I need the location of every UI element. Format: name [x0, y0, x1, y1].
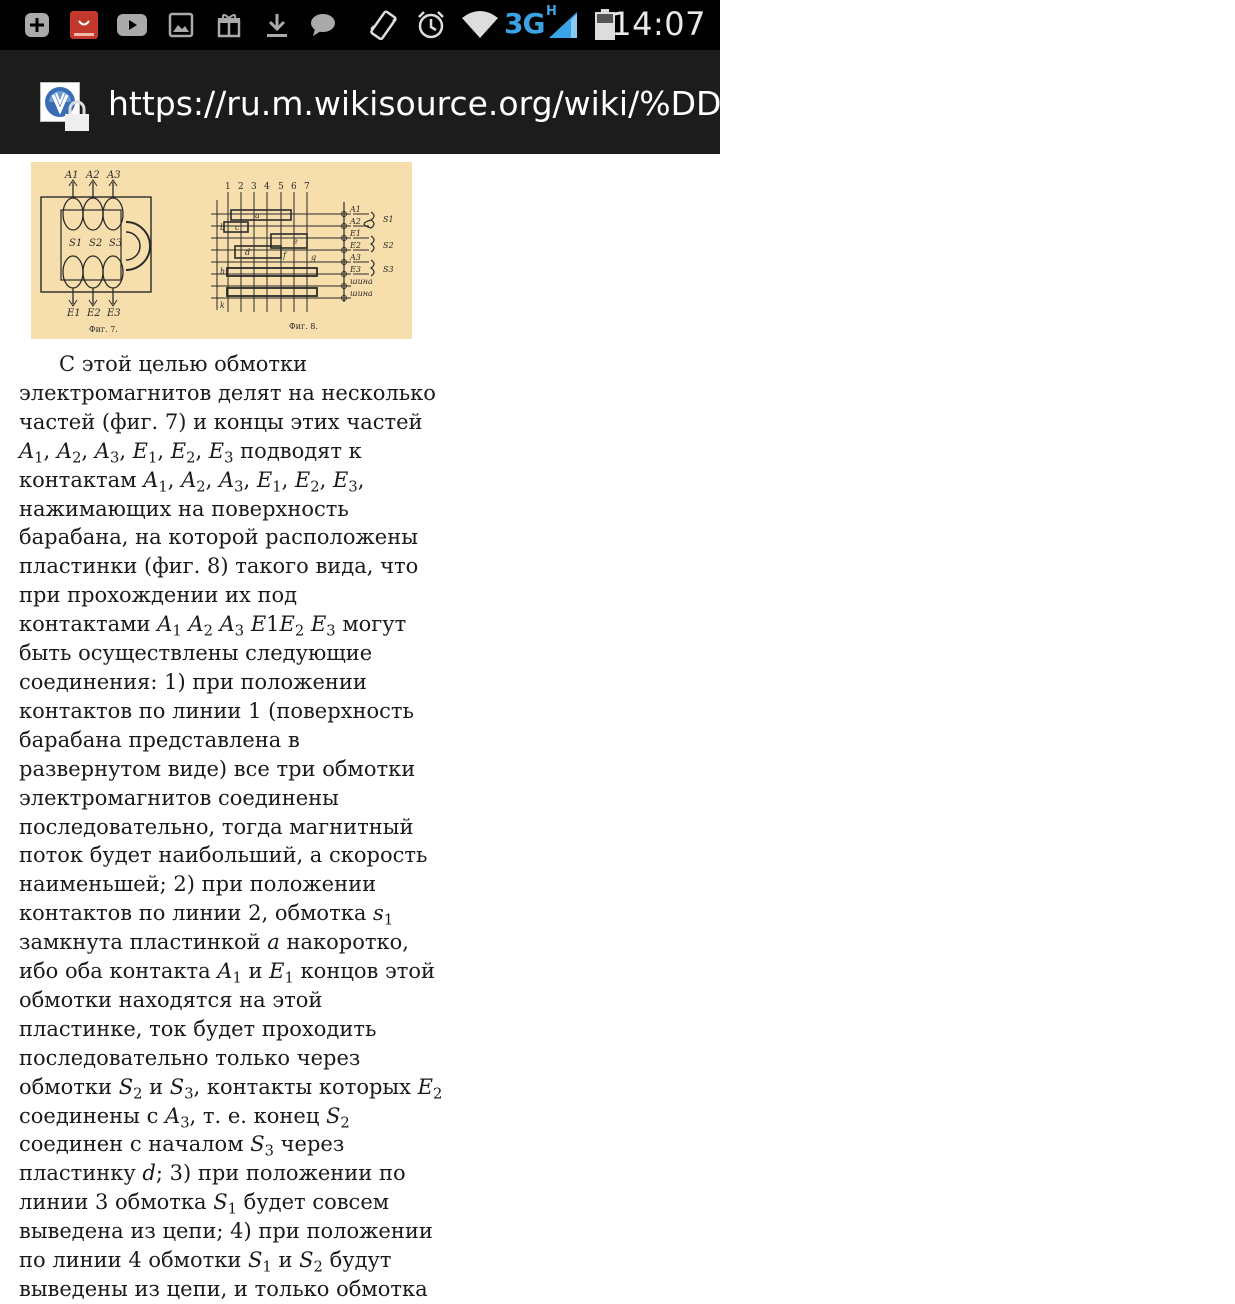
- fig8-col-label: 6: [291, 182, 297, 192]
- article-line: частей (фиг. 7) и концы этих частей: [19, 409, 423, 434]
- article-line: линии 3 обмотка $S_1$ будет совсем: [19, 1190, 390, 1218]
- status-bar: [0, 0, 720, 50]
- article-line: обмотки $S_2$ и $S_3$, контакты которых $E_2$: [19, 1074, 443, 1103]
- clock: 14:07: [611, 5, 706, 43]
- fig7-label: A1: [65, 170, 79, 181]
- fig8-row-label: E3: [350, 265, 361, 274]
- article-line: наименьшей; 2) при положении: [19, 872, 377, 897]
- fig8-plate-label: e: [293, 237, 298, 246]
- article-line: последовательно, тогда магнитный: [19, 814, 414, 839]
- article-line: пластинку d; 3) при положении по: [19, 1161, 406, 1186]
- article-line: барабана представлена в: [19, 727, 300, 752]
- fig8-row-label: A2: [350, 217, 361, 226]
- fig8-col-label: 5: [278, 182, 284, 192]
- fig8-coil-label: S3: [383, 265, 394, 274]
- article-line: контактов по линии 1 (поверхность: [19, 698, 414, 723]
- fig8-wire-label: шина: [350, 277, 373, 286]
- network-subtype: H: [546, 4, 557, 19]
- gift-icon: [214, 10, 244, 40]
- signal-icon: [546, 10, 580, 40]
- fig7-label: E2: [87, 308, 101, 319]
- fig8-wire-label: шина: [350, 289, 373, 298]
- figure-image: [31, 162, 412, 339]
- article-line: контактам $A_1$, $A_2$, $A_3$, $E_1$, $E_2$, $E_3$,: [19, 467, 365, 496]
- fig7-label: E3: [107, 308, 121, 319]
- fig7-coil-label: S1: [69, 238, 83, 249]
- fig8-coil-label: S1: [383, 215, 394, 224]
- fig8-caption: Фиг. 8.: [289, 322, 318, 331]
- fig8-col-label: 1: [225, 182, 231, 192]
- article-line: электромагнитов соединены: [19, 785, 339, 810]
- article-line: соединены с $A_3$, т. е. конец $S_2$: [19, 1103, 350, 1131]
- article-line: выведена из цепи; 4) при положении: [19, 1219, 433, 1244]
- article-line: ибо оба контакта $A_1$ и $E_1$ концов этой: [19, 959, 435, 987]
- lock-icon: [63, 100, 91, 132]
- fig8-coil-label: S2: [383, 241, 394, 250]
- article-line: быть осуществлены следующие: [19, 641, 373, 666]
- fig8-plate-label: g: [311, 253, 317, 262]
- article-line: пластинки (фиг. 8) такого вида, что: [19, 554, 419, 579]
- article-line: контактов по линии 2, обмотка $s_1$: [19, 901, 394, 929]
- article-line: выведены из цепи, и только обмотка: [19, 1277, 428, 1301]
- youtube-icon: [116, 10, 148, 40]
- fig8-row-label: A3: [350, 253, 361, 262]
- chat-icon: [308, 10, 338, 40]
- fig7-caption: Фиг. 7.: [89, 325, 118, 334]
- wifi-icon: [460, 10, 500, 40]
- fig7-coil-label: S2: [89, 238, 103, 249]
- article-line: электромагнитов делят на несколько: [19, 380, 436, 405]
- fig8-col-label: 2: [238, 182, 244, 192]
- article-line: при прохождении их под: [19, 583, 298, 608]
- article-line: развернутом виде) все три обмотки: [19, 756, 416, 781]
- article-line: обмотки находятся на этой: [19, 987, 323, 1012]
- image-icon: [166, 10, 196, 40]
- fig8-col-label: 4: [264, 182, 270, 192]
- shopping-bag-icon: [68, 10, 100, 40]
- article-line: поток будет наибольший, а скорость: [19, 843, 428, 868]
- plus-icon: [22, 10, 52, 40]
- article-line: барабана, на которой расположены: [19, 525, 418, 550]
- fig7-label: A2: [86, 170, 100, 181]
- fig8-plate-label: c: [235, 223, 240, 232]
- fig8-row-label: A1: [350, 205, 361, 214]
- article-line: С этой целью обмотки: [19, 352, 308, 376]
- article-body: [19, 350, 443, 1304]
- article-line: последовательно только через: [19, 1045, 361, 1070]
- fig8-plate-label: b: [220, 223, 226, 232]
- article-line: замкнута пластинкой a накоротко,: [19, 930, 409, 955]
- article-line: нажимающих на поверхность: [19, 496, 349, 521]
- fig8-col-label: 7: [304, 182, 310, 192]
- url-field[interactable]: https://ru.m.wikisource.org/wiki/%DD%EB%E5%EA%F2%F0%EE%EC: [108, 84, 1235, 123]
- article-line: по линии 4 обмотки $S_1$ и $S_2$ будут: [19, 1248, 392, 1276]
- article-line: $A_1$, $A_2$, $A_3$, $E_1$, $E_2$, $E_3$ подводят к: [19, 438, 362, 467]
- fig8-row-label: E2: [350, 241, 361, 250]
- download-icon: [262, 10, 292, 40]
- fig7-label: A3: [107, 170, 121, 181]
- fig8-plate-label: f: [283, 251, 286, 260]
- fig8-col-label: 3: [251, 182, 257, 192]
- fig8-plate-label: h: [220, 267, 226, 276]
- network-type: 3G: [504, 7, 545, 40]
- article-line: соединен с началом $S_3$ через: [19, 1132, 345, 1160]
- fig7-label: E1: [67, 308, 81, 319]
- alarm-icon: [414, 10, 448, 40]
- fig8-row-label: E1: [350, 229, 361, 238]
- fig7-coil-label: S3: [109, 238, 123, 249]
- vibrate-icon: [366, 10, 400, 40]
- fig8-plate-label: a: [255, 211, 260, 220]
- fig8-plate-label: k: [220, 301, 225, 310]
- article-line: соединения: 1) при положении: [19, 669, 367, 694]
- fig8-plate-label: d: [245, 248, 251, 257]
- article-line: пластинке, ток будет проходить: [19, 1016, 377, 1041]
- article-line: контактами $A_1$ $A_2$ $A_3$ $E1E_2$ $E_3$ могут: [19, 612, 407, 640]
